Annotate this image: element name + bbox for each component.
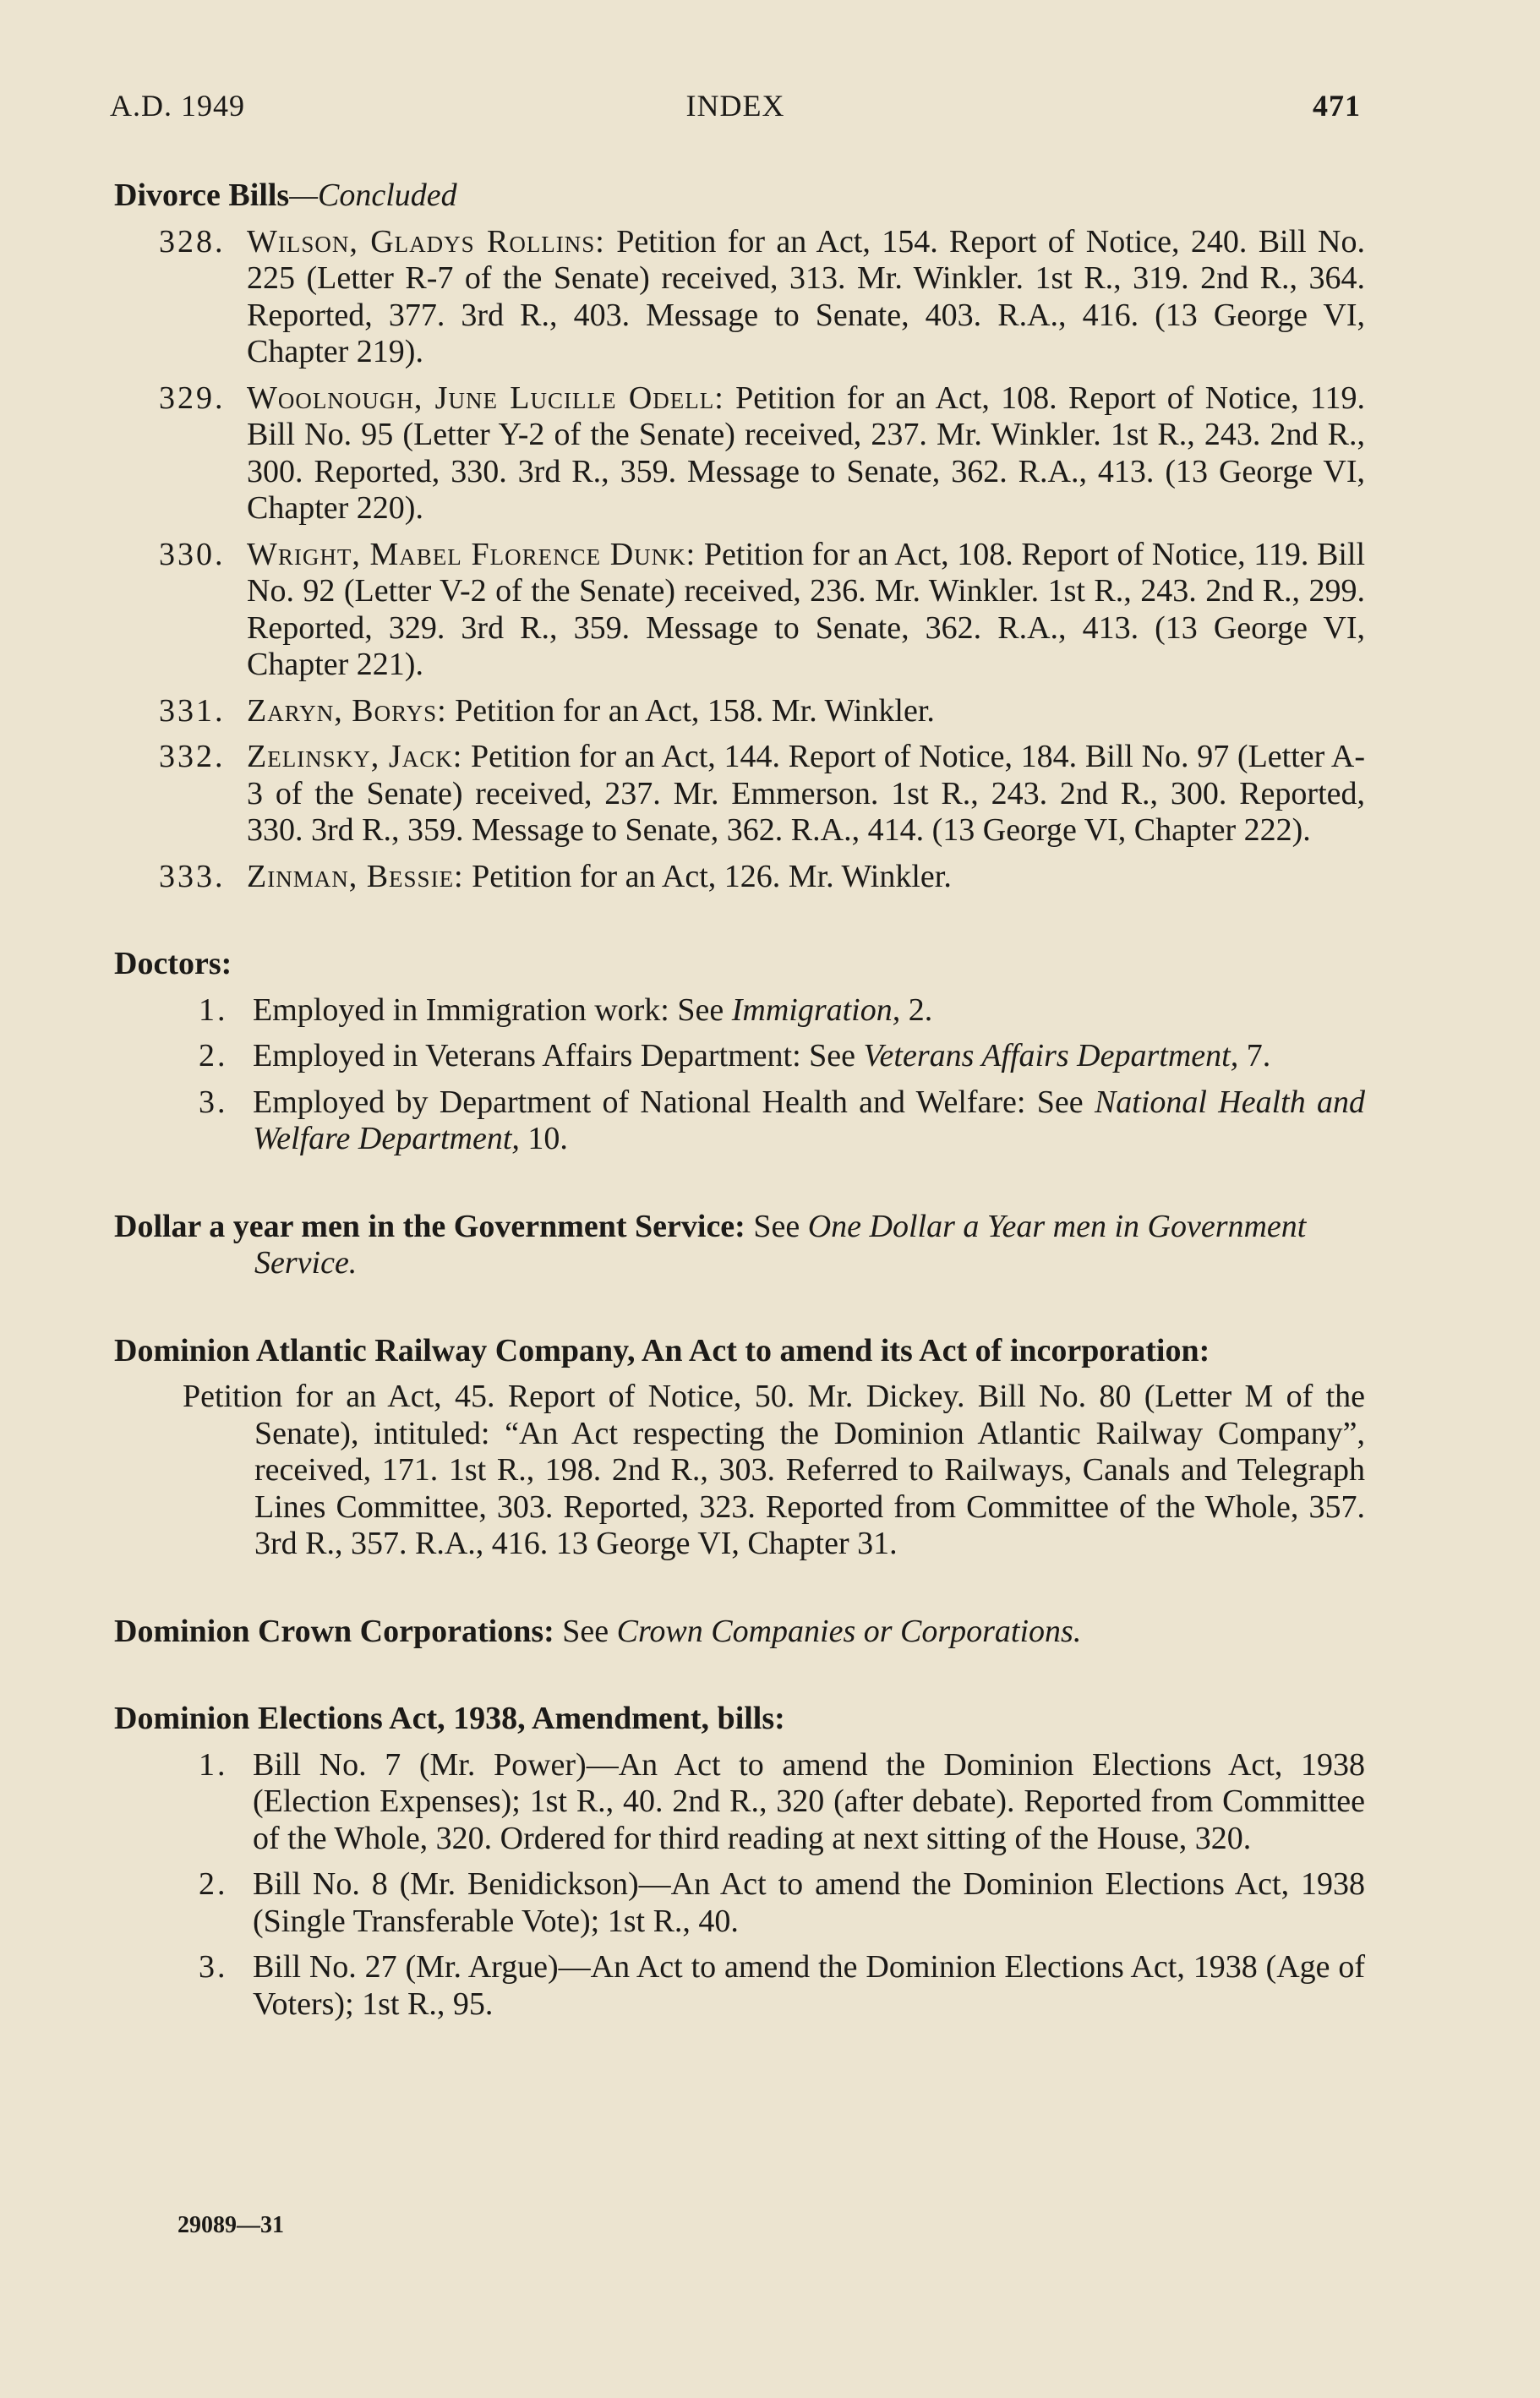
list-item: 1. Employed in Immigration work: See Immigration, 2. bbox=[199, 991, 933, 1028]
printer-signature: 29089—31 bbox=[177, 2212, 284, 2238]
index-entry: 332. Zelinsky, Jack: Petition for an Act, 144. Report of Notice, 184. Bill No. 97 (Letter A-3 of the Senate) received, 237. Mr. Emmerson. 1st R., 243. 2nd R., 300. Reported, 330. 3rd R., 359. Message to Senate, 362. R.A., 414. (13 George VI, Chapter 222). bbox=[159, 739, 1365, 848]
section-heading-divorce: Divorce Bills—Concluded bbox=[114, 178, 457, 213]
index-entry: 328. Wilson, Gladys Rollins: Petition for an Act, 154. Report of Notice, 240. Bill No. 225 (Letter R-7 of the Senate) received, 313. Mr. Winkler. 1st R., 319. 2nd R., 364. Reported, 377. 3rd R., 403. Message to Senate, 403. R.A., 416. (13 George VI, Chapter 219). bbox=[159, 223, 1366, 369]
list-item: 2. Bill No. 8 (Mr. Benidickson)—An Act to amend the Dominion Elections Act, 1938 (Single Transferable Vote); 1st R., 40. bbox=[199, 1866, 1365, 1939]
section-heading-crown: Dominion Crown Corporations: bbox=[114, 1613, 554, 1649]
list-item: 3. Bill No. 27 (Mr. Argue)—An Act to amend the Dominion Elections Act, 1938 (Age of Voters); 1st R., 95. bbox=[199, 1949, 1365, 2022]
list-item: 3. Employed by Department of National Health and Welfare: See National Health and Welfare Department, 10. bbox=[199, 1084, 1365, 1156]
divorce-entries bbox=[114, 224, 1365, 896]
index-entry: 331. Zaryn, Borys: Petition for an Act, 158. Mr. Winkler. bbox=[159, 692, 935, 729]
index-entry: 329. Woolnough, June Lucille Odell: Petition for an Act, 108. Report of Notice, 119. Bill No. 95 (Letter Y-2 of the Senate) received, 237. Mr. Winkler. 1st R., 243. 2nd R., 300. Reported, 330. 3rd R., 359. Message to Senate, 362. R.A., 413. (13 George VI, Chapter 220). bbox=[159, 380, 1365, 526]
atlantic-railway-text: Petition for an Act, 45. Report of Notice, 50. Mr. Dickey. Bill No. 80 (Letter M of the Senate), intituled: “An Act respecting the Dominion Atlantic Railway Company”, received, 171. 1st R., 198. 2nd R., 303. Referred to Railways, Canals and Telegraph Lines Committee, 303. Reported, 323. Reported from Committee of the Whole, 357. 3rd R., 357. R.A., 416. 13 George VI, Chapter 31. bbox=[183, 1379, 1365, 1561]
running-header bbox=[110, 88, 1361, 130]
header-year: A.D. 1949 bbox=[110, 89, 245, 123]
list-item: 1. Bill No. 7 (Mr. Power)—An Act to amend the Dominion Elections Act, 1938 (Election Expenses); 1st R., 40. 2nd R., 320 (after debate). Reported from Committee of the Whole, 320. Ordered for third reading at next sitting of the House, 320. bbox=[199, 1746, 1365, 1856]
section-heading-dollar: Dollar a year men in the Government Service: bbox=[114, 1208, 745, 1244]
page-number: 471 bbox=[1313, 89, 1361, 123]
section-dollar-a-year-men: Dollar a year men in the Government Service: See One Dollar a Year men in Government Service. bbox=[114, 1208, 1307, 1281]
section-crown-corporations: Dominion Crown Corporations: See Crown Companies or Corporations. bbox=[114, 1613, 1082, 1649]
section-heading-atlantic-railway: Dominion Atlantic Railway Company, An Act to amend its Act of incorporation: bbox=[114, 1332, 1210, 1368]
section-heading-doctors: Doctors: bbox=[114, 946, 232, 981]
header-title: INDEX bbox=[685, 89, 785, 123]
index-entry: 333. Zinman, Bessie: Petition for an Act, 126. Mr. Winkler. bbox=[159, 858, 952, 894]
index-entry: 330. Wright, Mabel Florence Dunk: Petition for an Act, 108. Report of Notice, 119. Bill No. 92 (Letter V-2 of the Senate) received, 236. Mr. Winkler. 1st R., 243. 2nd R., 299. Reported, 329. 3rd R., 359. Message to Senate, 362. R.A., 413. (13 George VI, Chapter 221). bbox=[159, 536, 1365, 682]
index-content bbox=[114, 178, 1365, 2023]
list-item: 2. Employed in Veterans Affairs Department: See Veterans Affairs Department, 7. bbox=[199, 1038, 1271, 1073]
section-heading-elections-act: Dominion Elections Act, 1938, Amendment, bills: bbox=[114, 1701, 785, 1736]
